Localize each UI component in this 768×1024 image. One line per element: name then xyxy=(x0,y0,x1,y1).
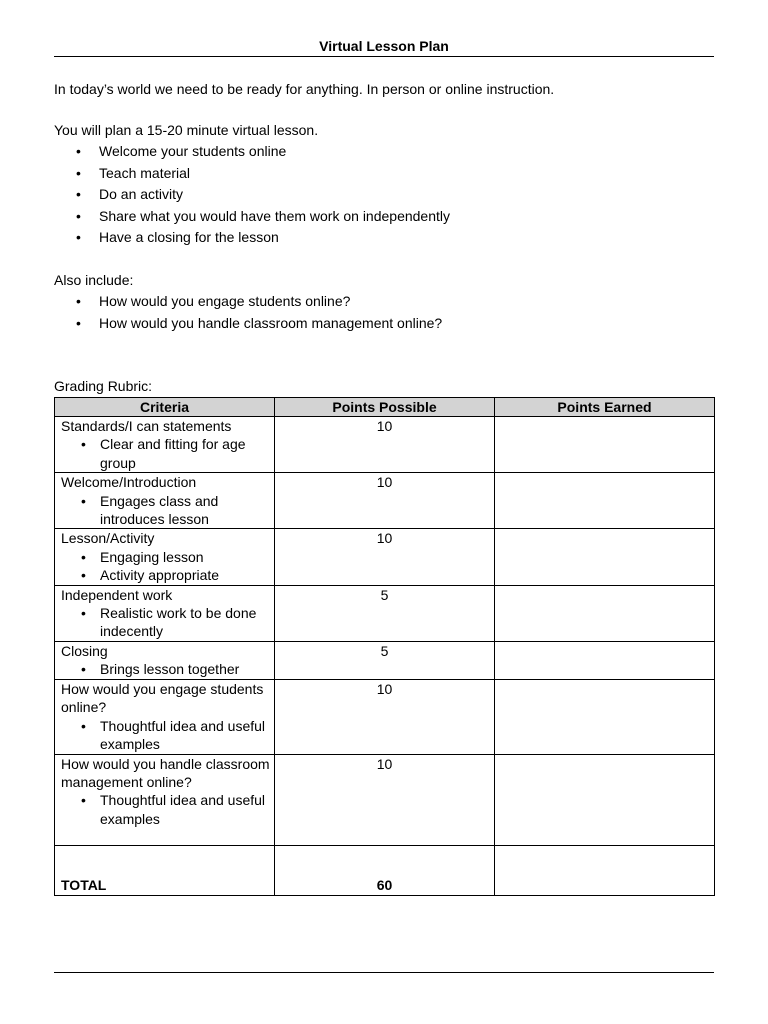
points-earned-cell xyxy=(495,641,715,679)
criteria-text: Independent work xyxy=(61,586,173,603)
header-criteria: Criteria xyxy=(55,398,275,417)
rubric-label: Grading Rubric: xyxy=(54,378,153,394)
criteria-bullets xyxy=(61,548,274,585)
footer-rule xyxy=(54,972,714,973)
intro-paragraph: In today’s world we need to be ready for anything. In person or online instruction. xyxy=(54,81,555,97)
plan-item-activity: • Do an activity xyxy=(54,184,450,206)
table-row xyxy=(55,679,715,754)
criteria-bullet: • Engages class and introduces lesson xyxy=(61,492,274,529)
total-label-cell: TOTAL xyxy=(55,845,275,895)
criteria-text: Lesson/Activity xyxy=(61,530,155,547)
criteria-text: Closing xyxy=(61,642,108,659)
points-possible-cell: 10 xyxy=(275,679,495,754)
points-earned-cell xyxy=(495,529,715,585)
criteria-text: How would you engage students online? xyxy=(61,680,264,716)
plan-list xyxy=(54,141,450,249)
total-points-cell: 60 xyxy=(275,845,495,895)
plan-item-closing: • Have a closing for the lesson xyxy=(54,227,450,249)
plan-item-welcome: • Welcome your students online xyxy=(54,141,450,163)
criteria-cell xyxy=(55,417,275,473)
also-heading: Also include: xyxy=(54,272,134,288)
header-points-possible: Points Possible xyxy=(275,398,495,417)
points-earned-cell xyxy=(495,679,715,754)
criteria-bullet: • Brings lesson together xyxy=(61,660,274,678)
criteria-cell xyxy=(55,679,275,754)
criteria-text: How would you handle classroom management online? xyxy=(61,755,270,790)
points-earned-cell xyxy=(495,417,715,473)
criteria-text: Welcome/Introduction xyxy=(61,474,197,491)
document-title: Virtual Lesson Plan xyxy=(319,38,449,54)
points-possible-cell: 10 xyxy=(275,754,495,845)
table-row xyxy=(55,641,715,679)
points-earned-cell xyxy=(495,754,715,845)
header-rule xyxy=(54,56,714,57)
plan-item-independent: • Share what you would have them work on independently xyxy=(54,206,450,228)
table-row xyxy=(55,417,715,473)
criteria-bullets xyxy=(61,435,274,472)
table-row xyxy=(55,754,715,845)
plan-item-teach: • Teach material xyxy=(54,163,450,185)
rubric-header-row xyxy=(55,398,715,417)
points-possible-cell: 10 xyxy=(275,529,495,585)
points-earned-cell xyxy=(495,585,715,641)
criteria-bullets xyxy=(61,604,274,641)
points-possible-cell: 10 xyxy=(275,417,495,473)
also-item-engage: • How would you engage students online? xyxy=(54,291,442,313)
total-row xyxy=(55,845,715,895)
criteria-bullet: • Clear and fitting for age group xyxy=(61,435,274,472)
criteria-cell xyxy=(55,473,275,529)
criteria-bullet: • Thoughtful idea and useful examples xyxy=(61,717,274,754)
grading-rubric-table xyxy=(54,397,715,896)
points-earned-cell xyxy=(495,473,715,529)
criteria-cell xyxy=(55,641,275,679)
criteria-bullets xyxy=(61,717,274,754)
points-possible-cell: 10 xyxy=(275,473,495,529)
table-row xyxy=(55,473,715,529)
criteria-cell xyxy=(55,754,275,845)
criteria-bullets xyxy=(61,791,274,828)
table-row xyxy=(55,585,715,641)
criteria-cell xyxy=(55,585,275,641)
also-item-management: • How would you handle classroom management online? xyxy=(54,313,442,335)
total-earned-cell xyxy=(495,845,715,895)
criteria-bullets xyxy=(61,660,274,678)
points-possible-cell: 5 xyxy=(275,585,495,641)
header-points-earned: Points Earned xyxy=(495,398,715,417)
also-list xyxy=(54,291,442,334)
criteria-bullet: • Thoughtful idea and useful examples xyxy=(61,791,274,828)
points-possible-cell: 5 xyxy=(275,641,495,679)
criteria-bullet: • Realistic work to be done indecently xyxy=(61,604,274,641)
criteria-text: Standards/I can statements xyxy=(61,418,232,434)
criteria-bullet: • Engaging lesson xyxy=(61,548,274,566)
criteria-cell xyxy=(55,529,275,585)
criteria-bullets xyxy=(61,492,274,529)
criteria-bullet: • Activity appropriate xyxy=(61,566,274,584)
table-row xyxy=(55,529,715,585)
plan-heading: You will plan a 15-20 minute virtual lesson. xyxy=(54,122,319,138)
